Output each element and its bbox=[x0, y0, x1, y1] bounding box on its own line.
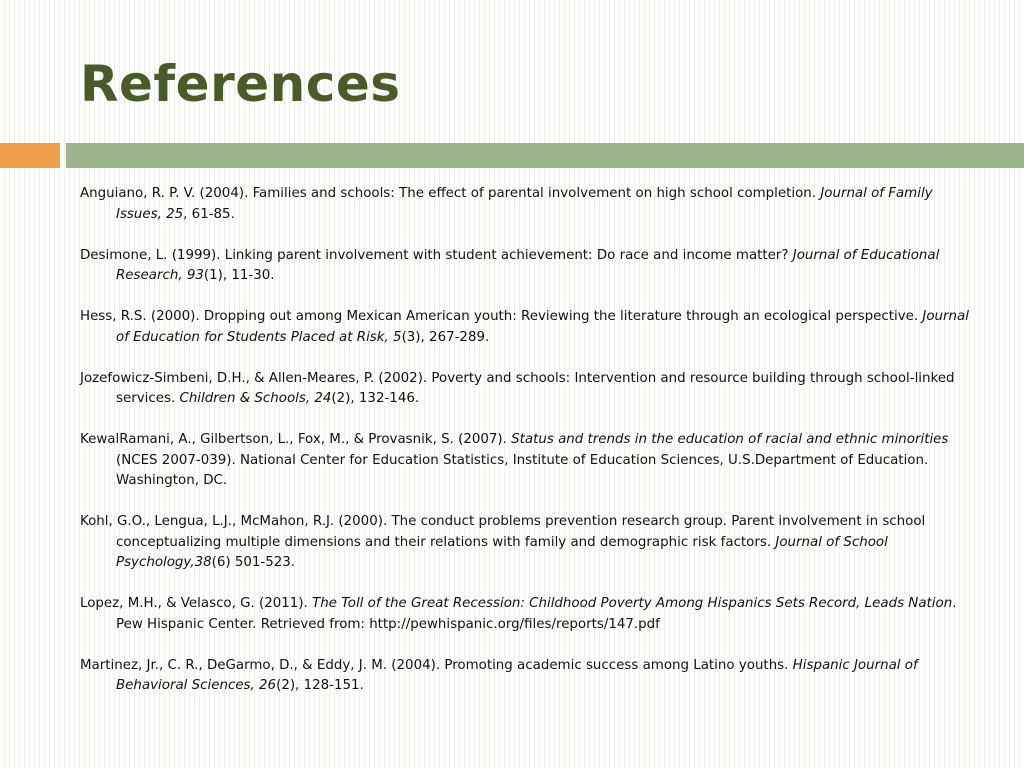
reference-source: Journal of Family Issues, 25 bbox=[116, 186, 933, 222]
reference-source: Status and trends in the education of racial and ethnic minorities bbox=[511, 432, 949, 447]
reference-source: The Toll of the Great Recession: Childhood Poverty Among Hispanics Sets Record, Leads Nation bbox=[312, 596, 953, 611]
reference-text: Lopez, M.H., & Velasco, G. (2011). bbox=[80, 596, 313, 611]
reference-item bbox=[80, 656, 980, 697]
reference-list bbox=[80, 184, 980, 717]
reference-details: (3), 267-289. bbox=[401, 329, 490, 345]
reference-source: Journal of School Psychology,38 bbox=[116, 534, 888, 570]
reference-item bbox=[80, 369, 980, 410]
reference-details: (6) 501-523. bbox=[211, 555, 296, 570]
reference-text: Martinez, Jr., C. R., DeGarmo, D., & Eddy, J. M. (2004). Promoting academic success among Latino youths. bbox=[80, 657, 793, 673]
title-accent-bar bbox=[0, 143, 60, 168]
reference-item bbox=[80, 594, 980, 635]
reference-details: (2), 132-146. bbox=[331, 391, 420, 406]
title-rule bbox=[66, 143, 1024, 168]
reference-text: KewalRamani, A., Gilbertson, L., Fox, M., & Provasnik, S. (2007). bbox=[80, 432, 512, 447]
reference-source: Journal of Education for Students Placed at Risk, 5 bbox=[116, 309, 969, 345]
reference-source: Hispanic Journal of Behavioral Sciences, 26 bbox=[116, 657, 918, 693]
reference-details: . Pew Hispanic Center. Retrieved from: http://pewhispanic.org/files/reports/147.pdf bbox=[116, 596, 957, 632]
reference-details: (2), 128-151. bbox=[276, 678, 364, 693]
reference-details: , 61-85. bbox=[183, 206, 235, 222]
reference-item bbox=[80, 430, 980, 492]
reference-text: Anguiano, R. P. V. (2004). Families and schools: The effect of parental involvement on high school completion. bbox=[80, 186, 821, 201]
reference-text: Jozefowicz-Simbeni, D.H., & Allen-Meares, P. (2002). Poverty and schools: Intervention and resource building through school-linked services. bbox=[80, 370, 955, 406]
reference-details: (1), 11-30. bbox=[203, 268, 275, 283]
page-title: References bbox=[80, 55, 401, 113]
reference-text: Desimone, L. (1999). Linking parent involvement with student achievement: Do race and income matter? bbox=[80, 247, 793, 263]
reference-text: Kohl, G.O., Lengua, L.J., McMahon, R.J. (2000). The conduct problems prevention research group. Parent involvement in school conceptualizing multiple dimensions and their relations with family and demographic risk factors. bbox=[80, 514, 926, 550]
reference-item bbox=[80, 512, 980, 574]
reference-item bbox=[80, 184, 980, 225]
reference-source: Journal of Educational Research, 93 bbox=[116, 247, 940, 283]
reference-text: Hess, R.S. (2000). Dropping out among Mexican American youth: Reviewing the literature through an ecological perspective. bbox=[80, 309, 923, 324]
reference-source: Children & Schools, 24 bbox=[179, 391, 332, 406]
reference-item bbox=[80, 246, 980, 287]
reference-item bbox=[80, 307, 980, 348]
reference-details: (NCES 2007-039). National Center for Education Statistics, Institute of Education Sciences, U.S.Department of Education. Washington, DC. bbox=[116, 452, 929, 488]
